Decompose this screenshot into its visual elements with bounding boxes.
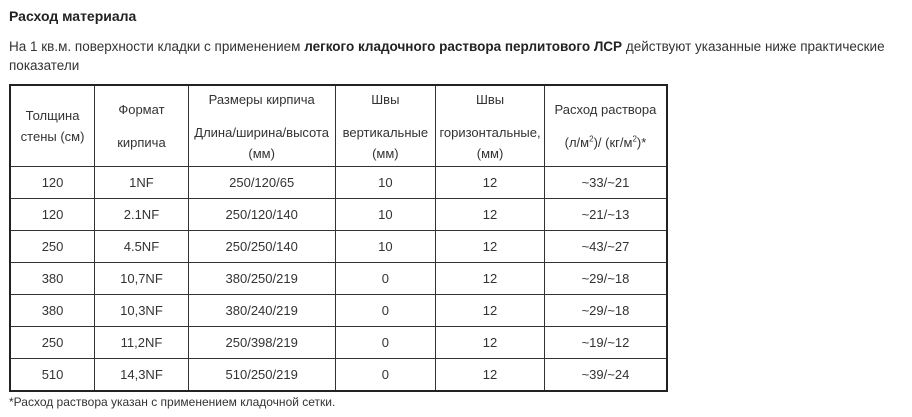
cell-seams-horizontal: 12 [436, 231, 545, 263]
cell-consumption: ~19/~12 [544, 327, 667, 359]
cell-seams-vertical: 0 [335, 263, 436, 295]
cell-format: 11,2NF [95, 327, 189, 359]
cell-thickness: 250 [10, 327, 95, 359]
cell-dimensions: 250/250/140 [188, 231, 335, 263]
header-seams-v-line2: вертикальные [342, 124, 429, 140]
cell-dimensions: 250/398/219 [188, 327, 335, 359]
page-title: Расход материала [9, 8, 137, 24]
cell-seams-horizontal: 12 [436, 327, 545, 359]
header-seams-horizontal [436, 85, 545, 167]
table-row [10, 295, 667, 327]
cell-seams-vertical: 0 [335, 327, 436, 359]
intro-suffix: действуют указанные ниже практические показатели [9, 39, 885, 73]
header-consumption-line1: Расход раствора [554, 102, 657, 117]
cell-format: 4.5NF [95, 231, 189, 263]
cell-format: 2.1NF [95, 199, 189, 231]
cell-format: 10,3NF [95, 295, 189, 327]
cell-thickness: 250 [10, 231, 95, 263]
cell-thickness: 120 [10, 199, 95, 231]
header-thickness-line1: Толщина [25, 108, 80, 123]
cell-seams-horizontal: 12 [436, 359, 545, 392]
header-seams-h-line2: горизонтальные, [439, 124, 541, 140]
cell-format: 10,7NF [95, 263, 189, 295]
cell-dimensions: 510/250/219 [188, 359, 335, 392]
header-thickness [10, 85, 95, 167]
header-thickness-line2: стены (см) [20, 129, 85, 144]
table-row [10, 199, 667, 231]
cell-thickness: 380 [10, 263, 95, 295]
table-row [10, 167, 667, 199]
table-header-row [10, 85, 667, 167]
header-dimensions-line3: (мм) [248, 145, 275, 161]
intro-prefix: На 1 кв.м. поверхности кладки с применением [9, 39, 305, 54]
header-format-line2: кирпича [117, 135, 166, 150]
header-seams-h-line3: (мм) [476, 145, 504, 161]
header-dimensions-line1: Размеры кирпича [208, 91, 315, 107]
table-row [10, 231, 667, 263]
intro-paragraph [9, 37, 904, 75]
cell-seams-horizontal: 12 [436, 263, 545, 295]
cell-dimensions: 380/240/219 [188, 295, 335, 327]
header-seams-h-line1: Швы [475, 91, 505, 107]
header-consumption [544, 85, 667, 167]
cell-dimensions: 250/120/140 [188, 199, 335, 231]
cell-consumption: ~33/~21 [544, 167, 667, 199]
cell-seams-vertical: 10 [335, 231, 436, 263]
cell-thickness: 120 [10, 167, 95, 199]
cell-consumption: ~43/~27 [544, 231, 667, 263]
table-row [10, 263, 667, 295]
cell-dimensions: 250/120/65 [188, 167, 335, 199]
table-row [10, 359, 667, 392]
cell-format: 14,3NF [95, 359, 189, 392]
header-consumption-line2: $(л/м^2)/$ $(кг/м^2)*$ [564, 134, 647, 150]
cell-seams-vertical: 10 [335, 199, 436, 231]
cell-consumption: ~29/~18 [544, 295, 667, 327]
cell-format: 1NF [95, 167, 189, 199]
cell-seams-horizontal: 12 [436, 295, 545, 327]
header-seams-vertical [335, 85, 436, 167]
header-seams-v-line3: (мм) [372, 145, 399, 161]
cell-seams-vertical: 0 [335, 295, 436, 327]
header-format [95, 85, 189, 167]
cell-seams-horizontal: 12 [436, 167, 545, 199]
cell-seams-vertical: 0 [335, 359, 436, 392]
footnote: *Расход раствора указан с применением кладочной сетки. [9, 395, 336, 409]
consumption-table [9, 84, 668, 392]
cell-thickness: 510 [10, 359, 95, 392]
header-dimensions [188, 85, 335, 167]
intro-bold-product: легкого кладочного раствора перлитового ЛСР [304, 39, 623, 54]
cell-consumption: ~39/~24 [544, 359, 667, 392]
cell-consumption: ~21/~13 [544, 199, 667, 231]
header-dimensions-line2: Длина/ширина/высота [194, 124, 330, 140]
cell-thickness: 380 [10, 295, 95, 327]
cell-dimensions: 380/250/219 [188, 263, 335, 295]
cell-seams-vertical: 10 [335, 167, 436, 199]
table-row [10, 327, 667, 359]
header-format-line1: Формат [118, 102, 165, 117]
cell-consumption: ~29/~18 [544, 263, 667, 295]
cell-seams-horizontal: 12 [436, 199, 545, 231]
header-seams-v-line1: Швы [371, 91, 400, 107]
